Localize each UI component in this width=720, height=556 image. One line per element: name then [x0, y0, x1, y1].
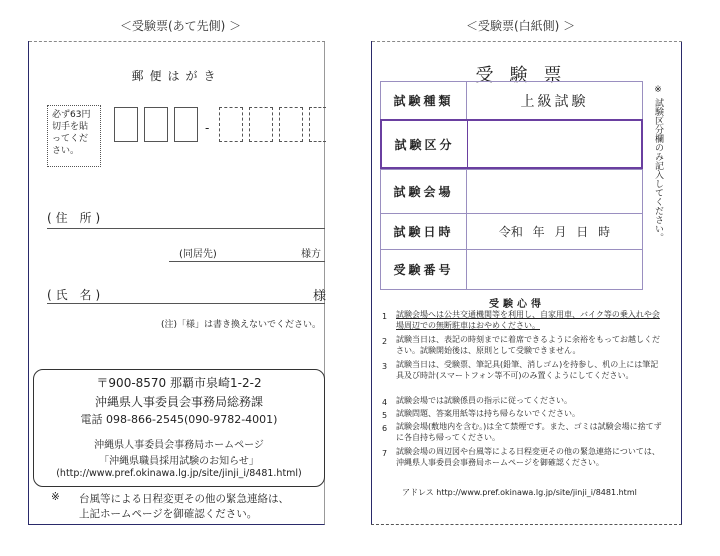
zip-box: [144, 107, 168, 142]
side-note: ※ 試験区分欄のみ記入してください。: [653, 85, 663, 242]
footer-mark: ※: [51, 491, 60, 503]
bottom-dashed-edge: [371, 524, 682, 525]
top-dashed-edge: [372, 41, 682, 42]
stamp-box: 必ず63円 切手を貼 ってくだ さい。: [47, 105, 101, 167]
note-number: 1: [382, 312, 388, 321]
note-text: 試験会場では試験係員の指示に従ってください。: [396, 396, 572, 405]
honorific-sama: 様: [313, 289, 327, 304]
zip-box: [309, 107, 326, 142]
row-exam-number: [381, 249, 642, 289]
right-card-heading: ＜受験票(白紙側) ＞: [466, 19, 576, 33]
name-line: [47, 303, 325, 304]
note-number: 7: [382, 449, 388, 458]
note-text: 試験会場へは公共交通機関等を利用し、自家用車、バイク等の乗入れや会場周辺での無断駐車はおやめください。: [396, 310, 660, 330]
ticket-table: [380, 81, 643, 290]
homepage-name: 沖縄県人事委員会事務局ホームページ: [94, 440, 264, 451]
zip-box: [249, 107, 273, 142]
note-text: 試験会場(敷地内を含む。)は全て禁煙です。また、ゴミは試験会場に捨てずに各自持ち帰ってください。: [396, 422, 662, 442]
name-label: (氏 名): [47, 288, 105, 302]
exam-venue-value: [467, 170, 642, 213]
note-item: [382, 334, 664, 356]
note-text: 試験当日は、表記の時刻までに着席できるように余裕をもってお越しください。試験開始後は、原則として受験できません。: [396, 335, 660, 355]
note-item: [382, 309, 664, 331]
note-item: [382, 395, 664, 406]
address-side-card: [28, 41, 325, 525]
exam-number-value: [467, 250, 642, 289]
return-address-box: [33, 369, 325, 487]
note-number: 2: [382, 337, 388, 346]
notes-title: 受験心得: [489, 299, 545, 310]
row-label: 試験日時: [381, 214, 467, 249]
care-of-line: [169, 261, 325, 262]
row-exam-type: [381, 82, 642, 119]
top-dashed-edge: [29, 41, 325, 42]
zip-box: [114, 107, 138, 142]
row-label: 受験番号: [381, 250, 467, 289]
care-of-label: (同居先): [179, 249, 217, 260]
row-exam-venue: [381, 169, 642, 213]
postal-address: 〒900-8570 那覇市泉崎1-2-2: [96, 376, 262, 390]
note-text: 試験当日は、受験票、筆記具(鉛筆、消しゴム)を持参し、机の上には筆記具及び時計(スマートフォン等不可)のみ置くようにしてください。: [396, 360, 659, 380]
note-text: 試験会場の周辺図や台風等による日程変更その他の緊急連絡については、沖縄県人事委員会事務局ホームページを御確認ください。: [396, 447, 660, 467]
left-card-heading: ＜受験票(あて先側) ＞: [120, 19, 242, 33]
phone-number: 電話 098-866-2545(090-9782-4001): [80, 413, 278, 426]
zip-dash: -: [205, 121, 210, 135]
address-label: (住 所): [47, 211, 105, 225]
note-number: 6: [382, 424, 388, 433]
homepage-url: (http://www.pref.okinawa.lg.jp/site/jinji_i/8481.html): [56, 468, 302, 479]
ticket-title: 受験票: [475, 65, 578, 86]
blank-side-card: [371, 41, 682, 525]
footer-line-1: 台風等による日程変更その他の緊急連絡は、: [79, 493, 289, 505]
zip-box: [279, 107, 303, 142]
address-url-line: アドレス http://www.pref.okinawa.lg.jp/site/jinji_i/8481.html: [402, 488, 637, 497]
row-exam-datetime: [381, 213, 642, 249]
note-number: 5: [382, 411, 388, 420]
note-number: 3: [382, 362, 388, 371]
note-number: 4: [382, 398, 388, 407]
org-name: 沖縄県人事委員会事務局総務課: [94, 395, 263, 409]
exam-type-value: 上級試験: [520, 93, 589, 110]
zip-box: [219, 107, 243, 142]
footer-line-2: 上記ホームページを御確認ください。: [79, 508, 258, 520]
row-label: 試験区分: [382, 121, 468, 167]
zip-box: [174, 107, 198, 142]
sama-note: (注)「様」は書き換えないでください。: [161, 320, 322, 330]
homepage-page: 「沖縄県職員採用試験のお知らせ」: [99, 456, 259, 467]
row-label: 試験種類: [381, 82, 467, 119]
note-item: [382, 408, 664, 419]
exam-category-field[interactable]: [468, 121, 641, 167]
postcard-title: 郵便はがき: [131, 69, 222, 83]
row-exam-category: [380, 119, 643, 169]
note-item: [382, 446, 664, 468]
honorific-sama-kata: 様方: [301, 249, 321, 260]
note-item: [382, 359, 664, 381]
note-text: 試験問題、答案用紙等は持ち帰らないでください。: [396, 409, 580, 418]
note-item: [382, 421, 664, 443]
address-line: [47, 228, 325, 229]
exam-datetime-value: 令和 年 月 日 時: [498, 225, 611, 239]
row-label: 試験会場: [381, 170, 467, 213]
